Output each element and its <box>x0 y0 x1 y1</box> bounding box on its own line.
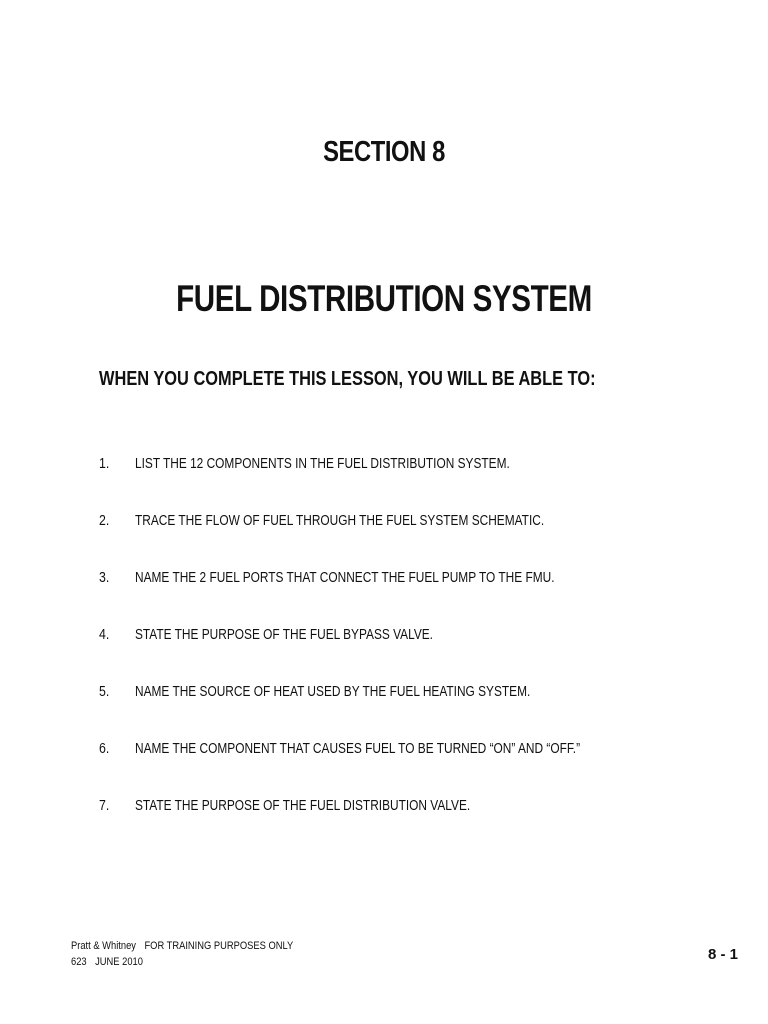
footer-notice: FOR TRAINING PURPOSES ONLY <box>144 940 294 952</box>
objective-number: 4. <box>99 627 110 643</box>
page-number: 8 - 1 <box>707 946 738 963</box>
page-title: FUEL DISTRIBUTION SYSTEM <box>176 278 592 319</box>
footer-line-1 <box>71 938 293 954</box>
objective-number: 3. <box>99 570 110 586</box>
footer-company: Pratt & Whitney <box>71 940 136 952</box>
footer-line-2 <box>71 954 293 970</box>
objective-number: 2. <box>99 513 110 529</box>
objective-text: STATE THE PURPOSE OF THE FUEL BYPASS VALVE. <box>135 627 433 643</box>
footer <box>71 938 293 970</box>
objective-number: 7. <box>99 798 110 814</box>
objective-number: 5. <box>99 684 110 700</box>
objective-text: STATE THE PURPOSE OF THE FUEL DISTRIBUTION VALVE. <box>135 798 471 814</box>
footer-date: JUNE 2010 <box>95 956 143 968</box>
objective-text: NAME THE COMPONENT THAT CAUSES FUEL TO BE TURNED “ON” AND “OFF.” <box>135 741 581 757</box>
footer-course-code: 623 <box>71 956 87 968</box>
objective-text: NAME THE 2 FUEL PORTS THAT CONNECT THE FUEL PUMP TO THE FMU. <box>135 570 555 586</box>
objective-text: TRACE THE FLOW OF FUEL THROUGH THE FUEL SYSTEM SCHEMATIC. <box>135 513 545 529</box>
objective-number: 6. <box>99 741 110 757</box>
objective-text: NAME THE SOURCE OF HEAT USED BY THE FUEL HEATING SYSTEM. <box>135 684 531 700</box>
objective-number: 1. <box>99 456 110 472</box>
objective-text: LIST THE 12 COMPONENTS IN THE FUEL DISTRIBUTION SYSTEM. <box>135 456 510 472</box>
lesson-intro: WHEN YOU COMPLETE THIS LESSON, YOU WILL BE ABLE TO: <box>99 368 596 390</box>
section-heading: SECTION 8 <box>323 136 445 168</box>
